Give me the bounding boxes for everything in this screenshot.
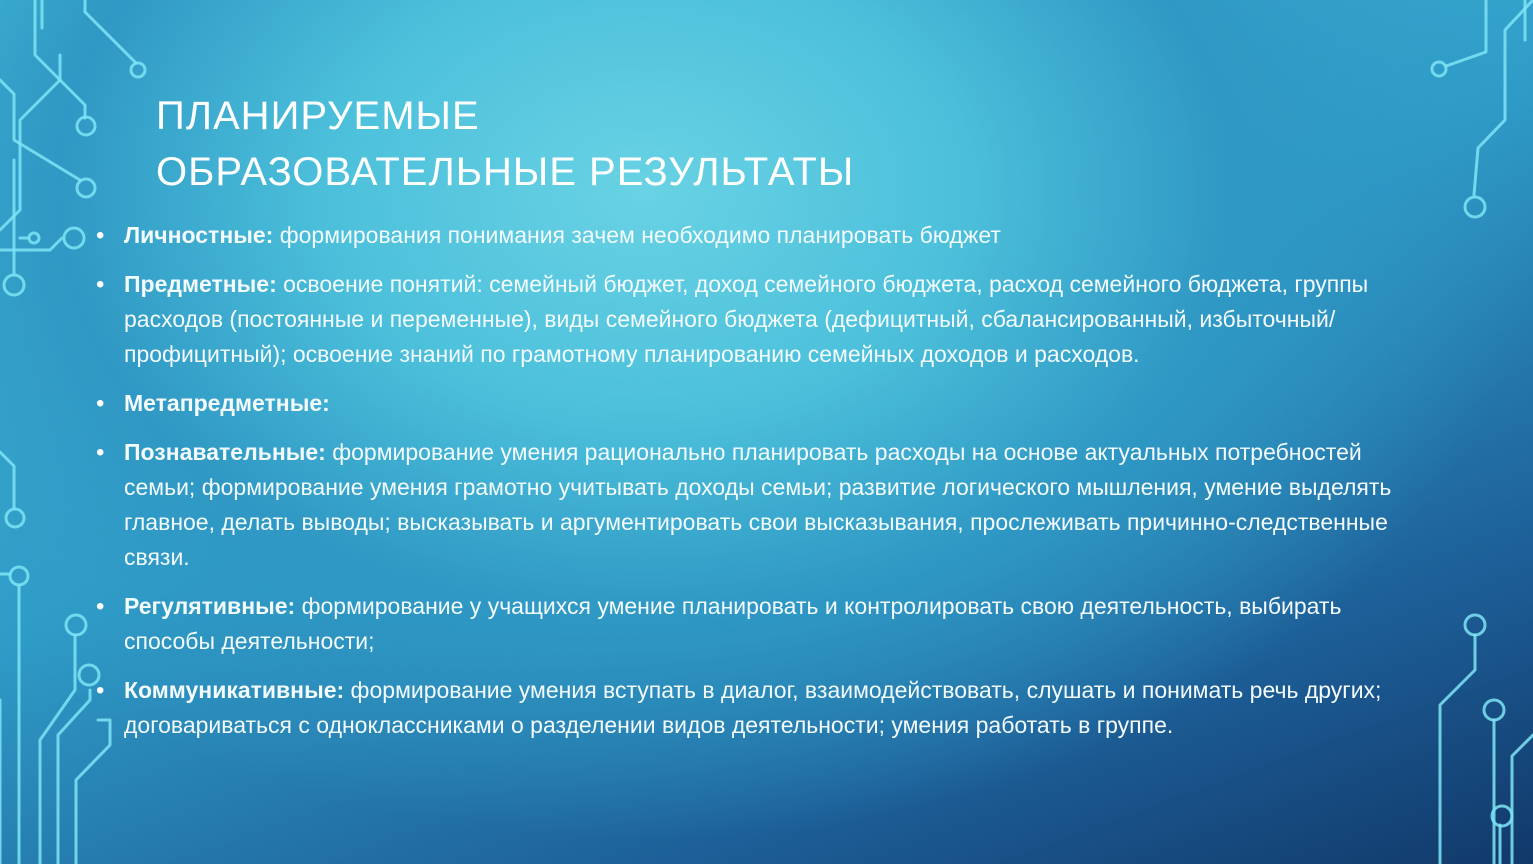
subject-results-label: Предметные:: [124, 271, 277, 297]
personal-results-item: [124, 218, 1424, 253]
communicative-results-label: Коммуникативные:: [124, 677, 345, 703]
metasubject-results-item: [124, 386, 1424, 421]
cognitive-results-label: Познавательные:: [124, 439, 326, 465]
subject-results-item: [124, 267, 1424, 372]
cognitive-results-item: [124, 435, 1424, 575]
cognitive-results-text: формирование умения рационально планировать расходы на основе актуальных потребностей семьи; формирование умения грамотно учитывать доходы семьи; развитие логического мышления, умение выделять главное, делать выводы; высказывать и аргументировать свои высказывания, прослеживать причинно-следственные связи.: [124, 439, 1392, 570]
regulatory-results-label: Регулятивные:: [124, 593, 296, 619]
personal-results-text: формирования понимания зачем необходимо планировать бюджет: [273, 222, 1001, 248]
slide-title-line-1: ПЛАНИРУЕМЫЕ: [156, 94, 480, 138]
metasubject-results-label: Метапредметные:: [124, 390, 330, 416]
results-list: [124, 218, 1424, 757]
regulatory-results-item: [124, 589, 1424, 659]
personal-results-label: Личностные:: [124, 222, 274, 248]
slide-title-line-2: ОБРАЗОВАТЕЛЬНЫЕ РЕЗУЛЬТАТЫ: [156, 150, 855, 194]
subject-results-text: освоение понятий: семейный бюджет, доход семейного бюджета, расход семейного бюджета, группы расходов (постоянные и переменные), виды семейного бюджета (дефицитный, сбалансированный, избыточный/профицитный); освоение знаний по грамотному планированию семейных доходов и расходов.: [124, 271, 1369, 367]
communicative-results-text: формирование умения вступать в диалог, взаимодействовать, слушать и понимать речь других; договариваться с одноклассниками о разделении видов деятельности; умения работать в группе.: [124, 677, 1382, 738]
slide-title: [156, 88, 854, 200]
communicative-results-item: [124, 673, 1424, 743]
regulatory-results-text: формирование у учащихся умение планировать и контролировать свою деятельность, выбирать способы деятельности;: [124, 593, 1342, 654]
